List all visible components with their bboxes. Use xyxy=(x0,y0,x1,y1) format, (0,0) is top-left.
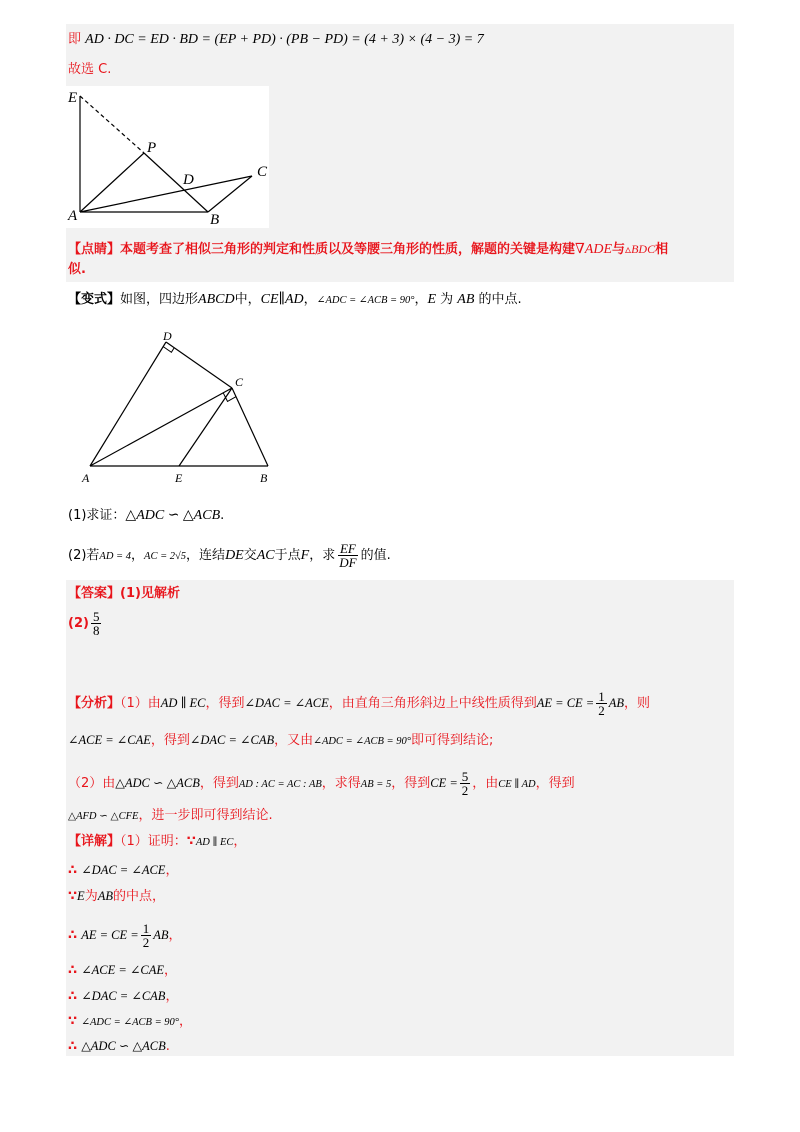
expr: AD : AC = AC : AB xyxy=(238,779,322,790)
q2-ad: AD = 4 xyxy=(99,551,132,562)
text: ，得到 xyxy=(535,776,575,791)
point-e: E xyxy=(427,292,437,307)
text: ，由 xyxy=(472,776,499,791)
label-D: D xyxy=(163,329,172,343)
text: 的值. xyxy=(360,548,391,563)
label-C: C xyxy=(235,375,244,389)
text: ，求得 xyxy=(321,776,361,791)
q1-label: (1)求证： xyxy=(68,508,126,523)
q1-expr: △ADC ∽ △ACB xyxy=(125,508,221,523)
text: ，由直角三角形斜边上中线性质得到 xyxy=(328,696,537,711)
because-symbol: ∵ xyxy=(68,889,78,904)
variant-problem xyxy=(68,290,522,311)
text: ， xyxy=(131,548,145,563)
therefore-symbol: ∴ xyxy=(68,863,78,878)
prefix: 即 xyxy=(68,32,82,47)
expr: ∠DAC = ∠ACE xyxy=(81,863,166,877)
expr: CE = xyxy=(430,776,458,790)
segment-ab: AB xyxy=(457,292,475,307)
detail-line-7 xyxy=(68,1012,192,1033)
analysis-line-1 xyxy=(68,690,650,717)
numerator: 5 xyxy=(461,769,469,784)
denominator: 2 xyxy=(598,703,605,718)
text: ， xyxy=(233,834,247,849)
solution-line-2: 故选 C. xyxy=(68,62,112,77)
detail-line-6 xyxy=(68,986,178,1007)
text: ， xyxy=(165,863,179,878)
text: 于点 xyxy=(274,548,301,563)
segment-AC xyxy=(90,388,232,466)
text: 为 xyxy=(436,292,458,307)
text: ，进一步即可得到结论. xyxy=(138,808,273,823)
expr: ∠ACE = ∠CAE xyxy=(68,733,151,747)
dianjing-text: 本题考查了相似三角形的判定和性质以及等腰三角形的性质，解题的关键是构建 xyxy=(120,242,576,257)
therefore-symbol: ∴ xyxy=(68,963,78,978)
text: 的中点. xyxy=(474,292,522,307)
therefore-symbol: ∴ xyxy=(68,989,78,1004)
analysis-line-4 xyxy=(68,806,273,827)
expr: △ADC ∽ △ACB xyxy=(81,1039,166,1053)
detail-line-4 xyxy=(68,922,181,949)
text: ，得到 xyxy=(391,776,431,791)
answer-tag: 【答案】 xyxy=(68,586,121,601)
expr: △ADC ∽ △ACB xyxy=(115,776,200,790)
expr: CE ∥ AD xyxy=(498,779,536,790)
detail-line-1 xyxy=(68,832,246,853)
answer-fraction xyxy=(91,610,102,637)
quad-abcd: ABCD xyxy=(198,292,235,307)
detail-tag: 【详解】 xyxy=(68,834,121,849)
answer-line-2 xyxy=(68,610,103,637)
text: ，得到 xyxy=(199,776,239,791)
text: （2）由 xyxy=(68,776,116,791)
q2-ac: AC = 2√5 xyxy=(144,551,187,562)
figure-2-diagram xyxy=(74,328,294,488)
analysis-line-3 xyxy=(68,770,575,797)
expr: ∠DAC = ∠CAB xyxy=(81,989,166,1003)
therefore-symbol: ∴ xyxy=(68,1039,78,1054)
segment-EC xyxy=(179,388,232,466)
label-A: A xyxy=(82,471,90,485)
label-E: E xyxy=(175,471,183,485)
q2-ac2: AC xyxy=(256,548,275,563)
detail-line-5 xyxy=(68,960,177,981)
expr: AE = CE = xyxy=(536,696,595,710)
fraction-half xyxy=(596,690,607,717)
answer-line-1 xyxy=(68,584,180,604)
text: ，则 xyxy=(624,696,651,711)
expr: ∠ADC = ∠ACB = 90° xyxy=(313,736,411,747)
label-D: D xyxy=(183,172,194,188)
text: 即可得到结论; xyxy=(410,733,494,748)
dianjing-tag: 【点睛】 xyxy=(68,242,121,257)
answer-1: (1)见解析 xyxy=(120,586,180,601)
label-E: E xyxy=(68,90,78,106)
figure-1-bg xyxy=(66,86,269,228)
text: ，得到 xyxy=(205,696,245,711)
denominator: 2 xyxy=(461,783,469,798)
label-B: B xyxy=(260,471,268,485)
variant-tag: 【变式】 xyxy=(68,292,121,307)
text: ， xyxy=(303,292,317,307)
text: ， xyxy=(178,1014,192,1029)
text: （1）证明： xyxy=(120,834,187,849)
analysis-tag: 【分析】 xyxy=(68,696,121,711)
segment-DC xyxy=(166,342,232,388)
expr: AB xyxy=(97,889,113,903)
fraction-half xyxy=(141,922,152,949)
expr: AB = 5 xyxy=(360,779,392,790)
q2-de: DE xyxy=(225,548,244,563)
text: ， xyxy=(164,963,178,978)
denominator: 8 xyxy=(92,623,100,638)
question-1 xyxy=(68,506,224,526)
right-angle-mark-D xyxy=(163,347,174,353)
label-C: C xyxy=(257,164,268,180)
expr: E xyxy=(77,889,85,903)
expr: AE = CE = xyxy=(81,928,139,942)
text: 交 xyxy=(243,548,257,563)
detail-line-3 xyxy=(68,886,165,907)
question-2 xyxy=(68,542,391,569)
expr: ∠DAC = ∠CAB xyxy=(189,733,275,747)
text: 如图，四边形 xyxy=(120,292,199,307)
text: ， xyxy=(165,989,179,1004)
numerator: 1 xyxy=(598,689,605,704)
analysis-line-2 xyxy=(68,730,493,752)
text: （1）由 xyxy=(120,696,161,711)
expr: ∠DAC = ∠ACE xyxy=(244,696,329,710)
right-angles: ∠ADC = ∠ACB = 90° xyxy=(316,295,415,306)
expr: △AFD ∽ △CFE xyxy=(68,811,139,822)
detail-line-8 xyxy=(68,1036,170,1057)
expr: ∠ADC = ∠ACB = 90° xyxy=(81,1017,179,1028)
text: ，得到 xyxy=(150,733,190,748)
answer-2-label: (2) xyxy=(68,616,89,631)
dianjing-line-1 xyxy=(68,239,668,260)
dianjing-line-2: 似. xyxy=(68,262,86,277)
denominator: 2 xyxy=(142,935,150,950)
label-B: B xyxy=(210,212,220,228)
numerator: 1 xyxy=(142,921,150,936)
numerator: EF xyxy=(339,541,356,556)
equation: AD · DC = ED · BD = (EP + PD) · (PB − PD) = (4 + 3) × (4 − 3) = 7 xyxy=(85,32,484,47)
triangle-ade: ∇ADE xyxy=(575,242,613,257)
text: ， xyxy=(168,928,182,943)
text: ，连结 xyxy=(186,548,226,563)
expr: AD ∥ EC xyxy=(160,696,206,710)
label-A: A xyxy=(68,208,78,224)
expr: AB xyxy=(608,696,625,710)
segment-CB xyxy=(232,388,268,466)
text: ，又由 xyxy=(274,733,314,748)
segment-DA xyxy=(90,342,166,466)
fraction-five-halves xyxy=(460,770,471,797)
connector: 与 xyxy=(612,242,626,257)
q1-end: . xyxy=(220,508,225,523)
expr: ∠ACE = ∠CAE xyxy=(81,963,165,977)
therefore-symbol: ∴ xyxy=(68,928,78,943)
fraction-ef-df xyxy=(337,542,358,569)
numerator: 5 xyxy=(92,609,100,624)
figure-1-diagram xyxy=(66,86,269,228)
text: ， xyxy=(414,292,428,307)
triangle-bdc: ▵BDC xyxy=(625,242,656,256)
parallel-ce-ad: CE∥AD xyxy=(260,292,304,307)
text: 中， xyxy=(234,292,261,307)
expr: AB xyxy=(153,928,169,942)
text: 为 xyxy=(84,889,98,904)
text: 的中点， xyxy=(112,889,165,904)
because-symbol: ∵ xyxy=(68,1014,78,1029)
text: ，求 xyxy=(309,548,336,563)
because-symbol: ∵ xyxy=(186,834,196,849)
text: . xyxy=(165,1039,170,1054)
detail-line-2 xyxy=(68,860,178,881)
q2-label: (2)若 xyxy=(68,548,100,563)
expr: AD ∥ EC xyxy=(195,837,234,848)
solution-line-1 xyxy=(68,30,484,50)
denominator: DF xyxy=(339,555,357,570)
label-P: P xyxy=(147,140,157,156)
q2-f: F xyxy=(300,548,310,563)
dianjing-tail: 相 xyxy=(655,242,669,257)
